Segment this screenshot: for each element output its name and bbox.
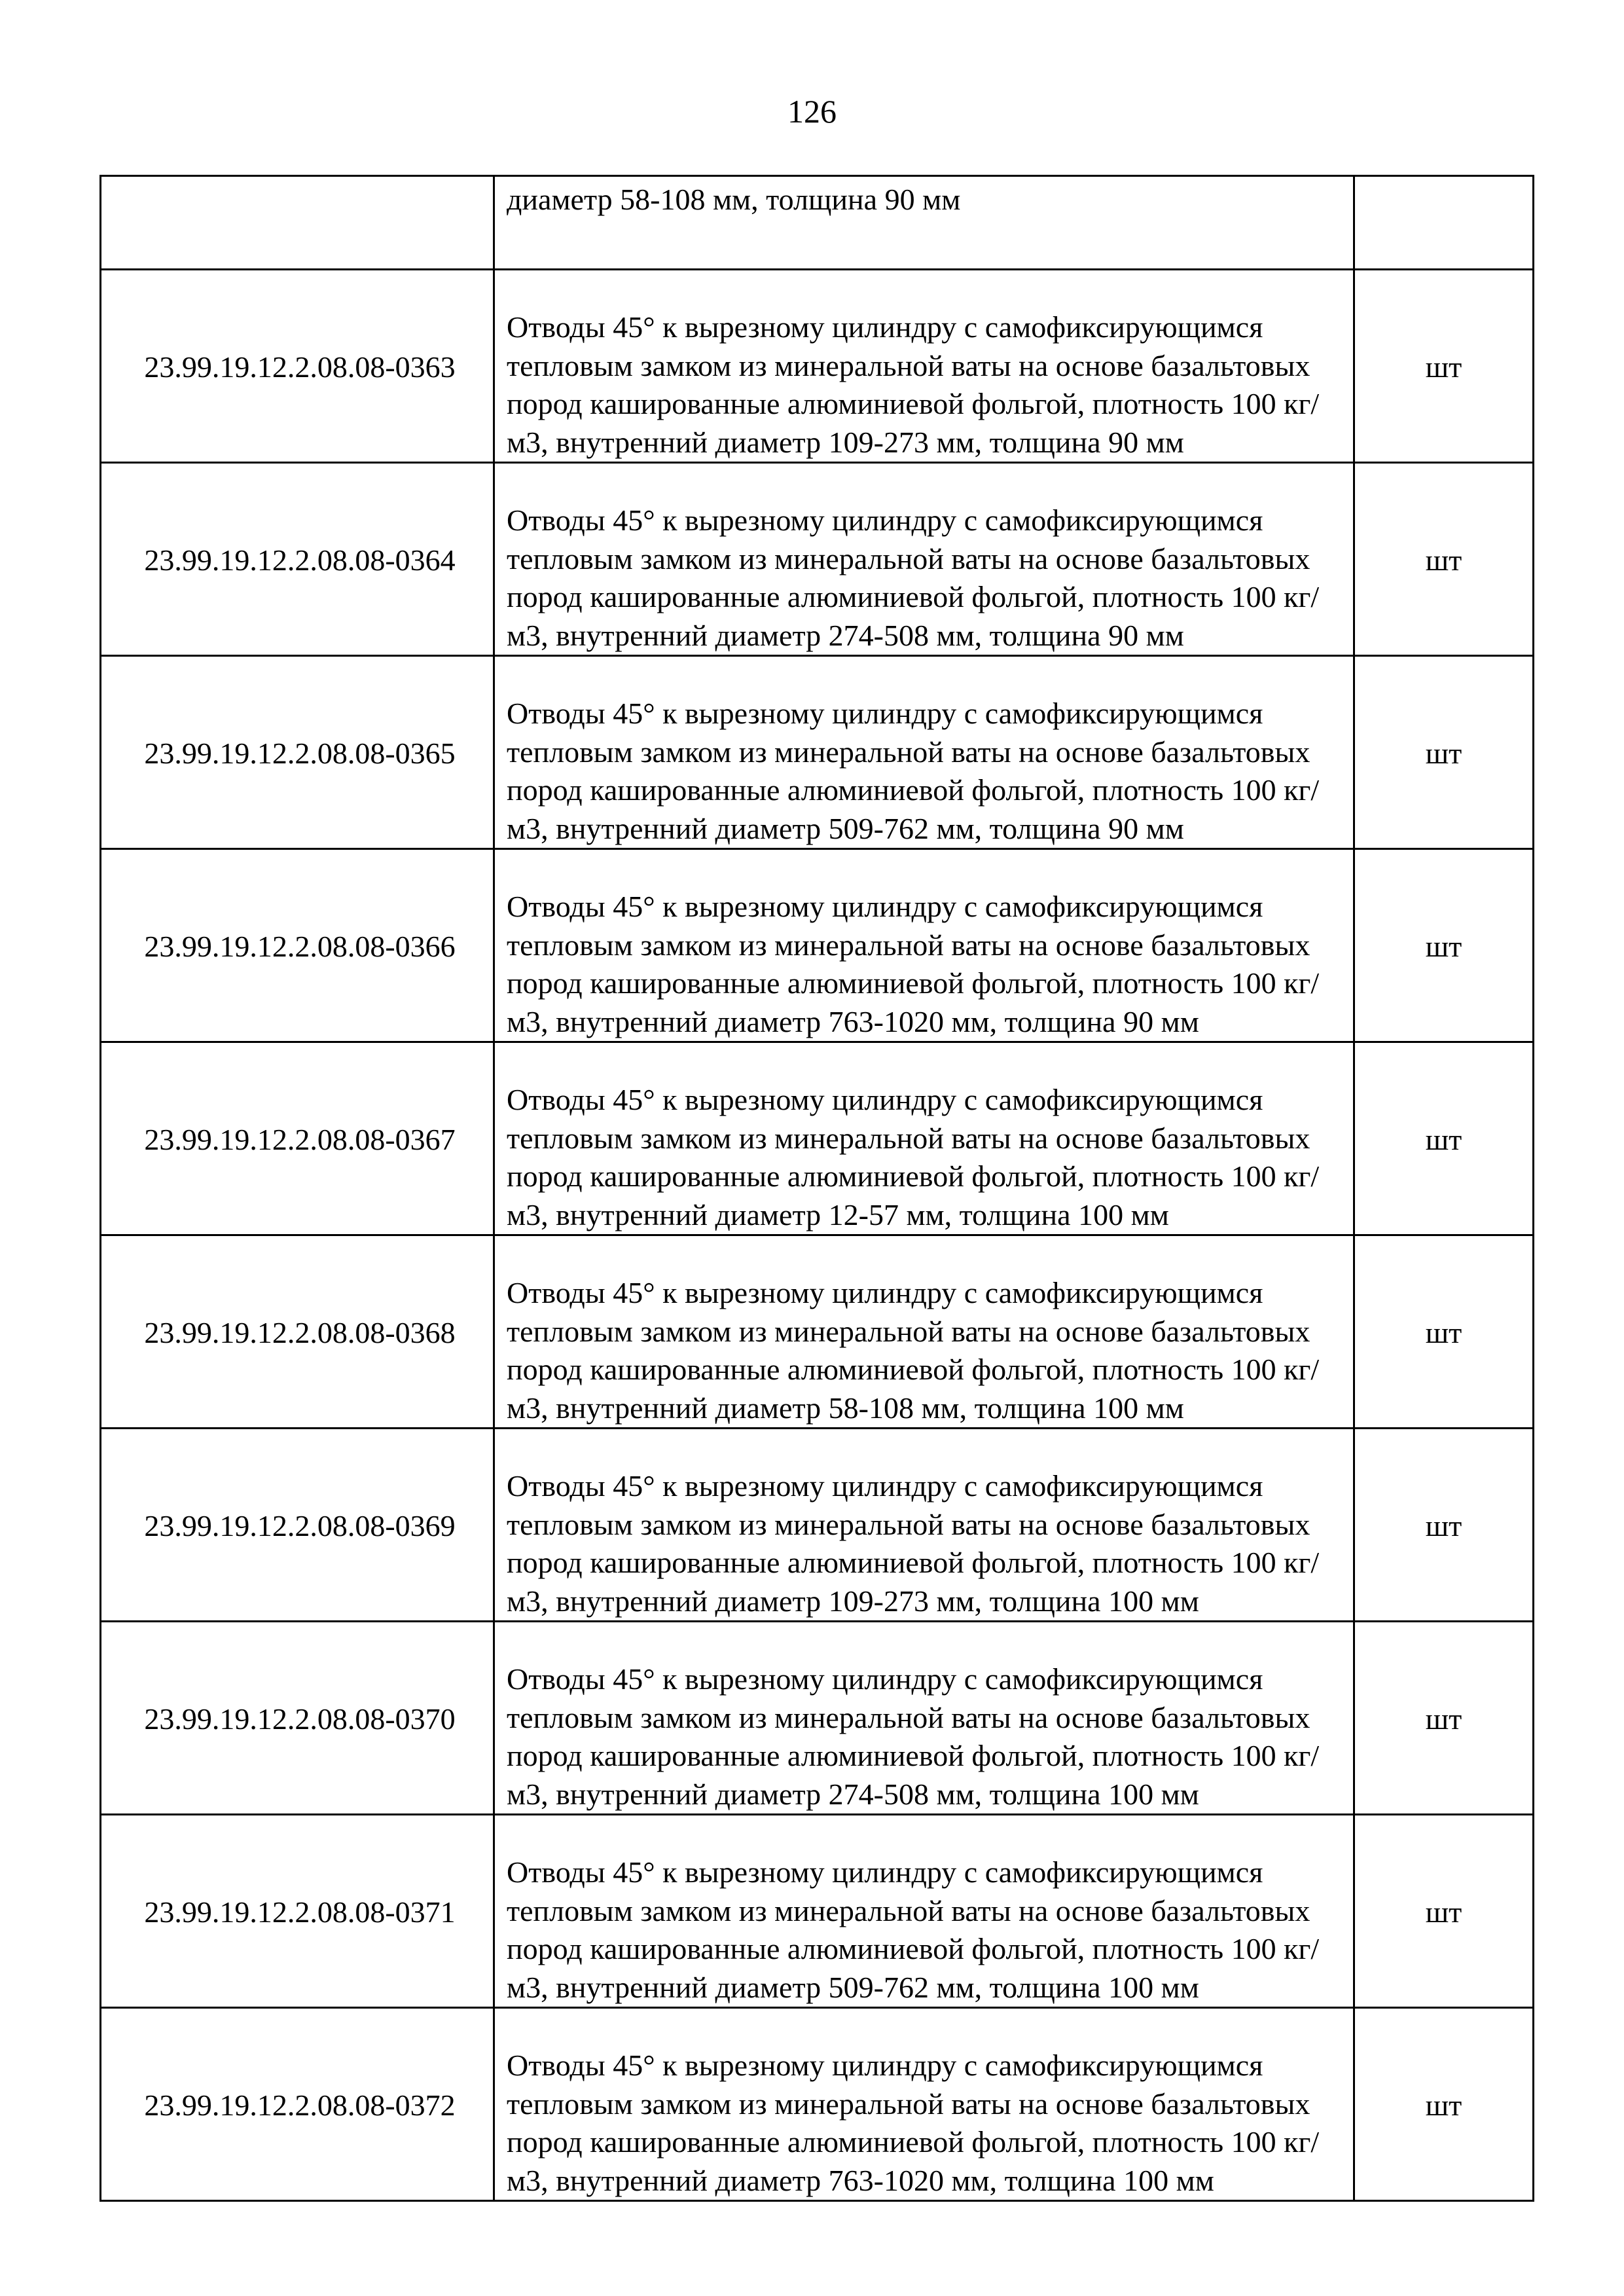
code-cell: 23.99.19.12.2.08.08-0371	[101, 1815, 494, 2008]
table-row	[101, 656, 1534, 849]
code-cell: 23.99.19.12.2.08.08-0372	[101, 2008, 494, 2201]
unit-cell: шт	[1354, 1815, 1534, 2008]
description-cell	[494, 176, 1354, 270]
table-row-continuation	[101, 176, 1534, 270]
unit-cell: шт	[1354, 1235, 1534, 1429]
unit-cell: шт	[1354, 270, 1534, 463]
description-cell	[494, 656, 1354, 849]
code-cell: 23.99.19.12.2.08.08-0369	[101, 1429, 494, 1622]
description-cell	[494, 463, 1354, 656]
description-text: диаметр 58-108 мм, толщина 90 мм	[507, 183, 961, 216]
description-cell	[494, 2008, 1354, 2201]
description-cell	[494, 1042, 1354, 1235]
description-text: Отводы 45° к вырезному цилиндру с самофиксирующимся тепловым замком из минеральной ваты на основе базальтовых пород кашированные алюминиевой фольгой, плотность 100 кг/м3, внутренний диаметр 109-273 мм, толщина 90 мм	[507, 310, 1320, 459]
table-row	[101, 270, 1534, 463]
code-cell: 23.99.19.12.2.08.08-0366	[101, 849, 494, 1042]
unit-cell	[1354, 176, 1534, 270]
table-row	[101, 1622, 1534, 1815]
description-cell	[494, 1815, 1354, 2008]
code-cell: 23.99.19.12.2.08.08-0370	[101, 1622, 494, 1815]
unit-cell: шт	[1354, 1429, 1534, 1622]
description-text: Отводы 45° к вырезному цилиндру с самофиксирующимся тепловым замком из минеральной ваты на основе базальтовых пород кашированные алюминиевой фольгой, плотность 100 кг/м3, внутренний диаметр 274-508 мм, толщина 90 мм	[507, 503, 1320, 652]
table-row	[101, 2008, 1534, 2201]
table-row	[101, 849, 1534, 1042]
unit-cell: шт	[1354, 656, 1534, 849]
description-text: Отводы 45° к вырезному цилиндру с самофиксирующимся тепловым замком из минеральной ваты на основе базальтовых пород кашированные алюминиевой фольгой, плотность 100 кг/м3, внутренний диаметр 509-762 мм, толщина 90 мм	[507, 697, 1320, 845]
unit-cell: шт	[1354, 463, 1534, 656]
table-row	[101, 1042, 1534, 1235]
table-row	[101, 1429, 1534, 1622]
code-cell: 23.99.19.12.2.08.08-0365	[101, 656, 494, 849]
description-cell	[494, 1235, 1354, 1429]
code-cell: 23.99.19.12.2.08.08-0368	[101, 1235, 494, 1429]
materials-table	[99, 175, 1534, 2202]
description-text: Отводы 45° к вырезному цилиндру с самофиксирующимся тепловым замком из минеральной ваты на основе базальтовых пород кашированные алюминиевой фольгой, плотность 100 кг/м3, внутренний диаметр 763-1020 мм, толщина 100 мм	[507, 2049, 1320, 2197]
table-row	[101, 1235, 1534, 1429]
description-text: Отводы 45° к вырезному цилиндру с самофиксирующимся тепловым замком из минеральной ваты на основе базальтовых пород кашированные алюминиевой фольгой, плотность 100 кг/м3, внутренний диаметр 109-273 мм, толщина 100 мм	[507, 1469, 1320, 1618]
code-cell: 23.99.19.12.2.08.08-0367	[101, 1042, 494, 1235]
code-cell: 23.99.19.12.2.08.08-0364	[101, 463, 494, 656]
description-cell	[494, 270, 1354, 463]
code-cell: 23.99.19.12.2.08.08-0363	[101, 270, 494, 463]
unit-cell: шт	[1354, 1042, 1534, 1235]
description-text: Отводы 45° к вырезному цилиндру с самофиксирующимся тепловым замком из минеральной ваты на основе базальтовых пород кашированные алюминиевой фольгой, плотность 100 кг/м3, внутренний диаметр 58-108 мм, толщина 100 мм	[507, 1276, 1320, 1425]
description-text: Отводы 45° к вырезному цилиндру с самофиксирующимся тепловым замком из минеральной ваты на основе базальтовых пород кашированные алюминиевой фольгой, плотность 100 кг/м3, внутренний диаметр 274-508 мм, толщина 100 мм	[507, 1662, 1320, 1811]
description-text: Отводы 45° к вырезному цилиндру с самофиксирующимся тепловым замком из минеральной ваты на основе базальтовых пород кашированные алюминиевой фольгой, плотность 100 кг/м3, внутренний диаметр 763-1020 мм, толщина 90 мм	[507, 890, 1320, 1038]
unit-cell: шт	[1354, 1622, 1534, 1815]
unit-cell: шт	[1354, 849, 1534, 1042]
description-cell	[494, 1429, 1354, 1622]
unit-cell: шт	[1354, 2008, 1534, 2201]
table-row	[101, 1815, 1534, 2008]
description-cell	[494, 849, 1354, 1042]
description-cell	[494, 1622, 1354, 1815]
code-cell	[101, 176, 494, 270]
description-text: Отводы 45° к вырезному цилиндру с самофиксирующимся тепловым замком из минеральной ваты на основе базальтовых пород кашированные алюминиевой фольгой, плотность 100 кг/м3, внутренний диаметр 12-57 мм, толщина 100 мм	[507, 1083, 1320, 1231]
description-text: Отводы 45° к вырезному цилиндру с самофиксирующимся тепловым замком из минеральной ваты на основе базальтовых пород кашированные алюминиевой фольгой, плотность 100 кг/м3, внутренний диаметр 509-762 мм, толщина 100 мм	[507, 1855, 1320, 2004]
table-row	[101, 463, 1534, 656]
page-number: 126	[787, 93, 837, 130]
